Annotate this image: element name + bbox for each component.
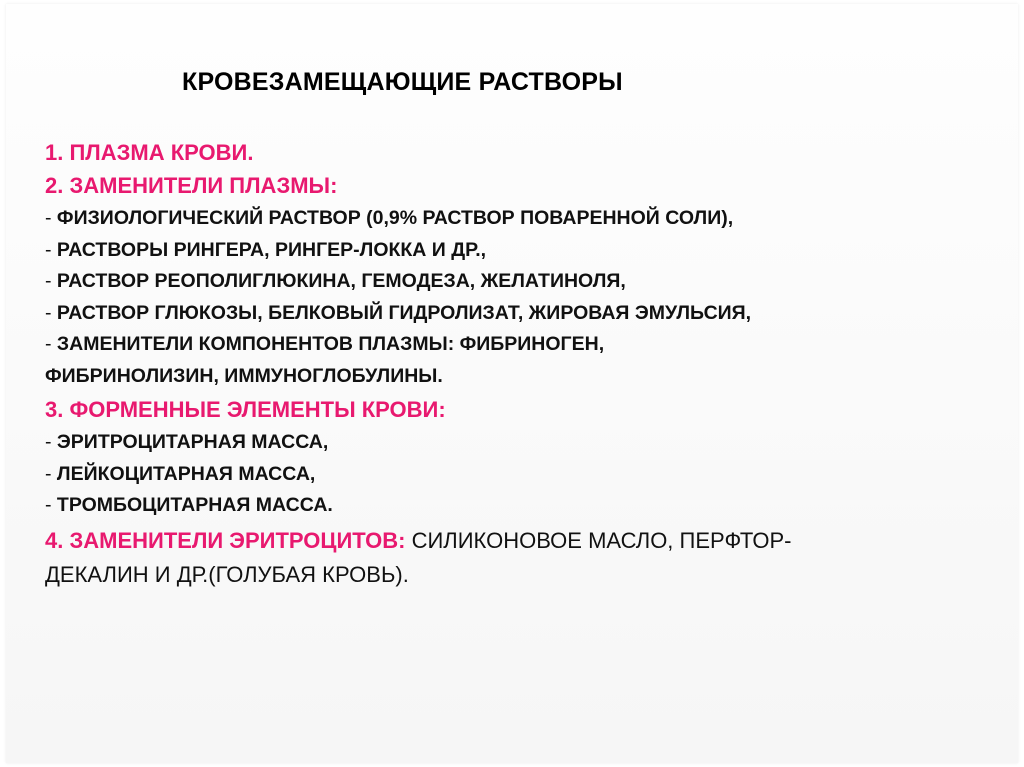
list-item-text: ТРОМБОЦИТАРНАЯ МАССА. <box>56 494 333 516</box>
bullet-dash: - <box>45 238 52 261</box>
bullet-dash: - <box>45 494 52 516</box>
list-item-text: ЭРИТРОЦИТАРНАЯ МАССА, <box>56 431 329 453</box>
list-item <box>45 203 995 235</box>
list-item <box>45 490 995 522</box>
bullet-dash: - <box>45 462 52 485</box>
list-item <box>45 235 995 267</box>
section-4-heading: 4. ЗАМЕНИТЕЛИ ЭРИТРОЦИТОВ: <box>45 527 406 553</box>
bullet-dash: - <box>45 431 52 453</box>
list-item-text: ФИЗИОЛОГИЧЕСКИЙ РАСТВОР (0,9% РАСТВОР ПОВАРЕННОЙ СОЛИ), <box>56 207 734 229</box>
slide-content <box>45 137 995 591</box>
list-item <box>45 298 995 330</box>
section-4-text: СИЛИКОНОВОЕ МАСЛО, ПЕРФТОР- <box>411 527 792 553</box>
list-item-text: РАСТВОРЫ РИНГЕРА, РИНГЕР-ЛОККА И ДР., <box>56 238 487 261</box>
section-4-line <box>45 524 995 558</box>
list-item-continuation: ФИБРИНОЛИЗИН, ИММУНОГЛОБУЛИНЫ. <box>45 364 443 387</box>
section-2-heading: 2. ЗАМЕНИТЕЛИ ПЛАЗМЫ: <box>45 173 338 198</box>
section-4-continuation: ДЕКАЛИН И ДР.(ГОЛУБАЯ КРОВЬ). <box>45 561 409 587</box>
list-item <box>45 329 995 361</box>
list-item-text: ЗАМЕНИТЕЛИ КОМПОНЕНТОВ ПЛАЗМЫ: ФИБРИНОГЕН, <box>56 333 605 355</box>
section-1-heading: 1. ПЛАЗМА КРОВИ. <box>45 140 254 165</box>
list-item <box>45 427 995 459</box>
list-item-text: ЛЕЙКОЦИТАРНАЯ МАССА, <box>56 462 316 485</box>
bullet-dash: - <box>45 333 52 355</box>
bullet-dash: - <box>45 207 52 229</box>
list-item-text: РАСТВОР ГЛЮКОЗЫ, БЕЛКОВЫЙ ГИДРОЛИЗАТ, ЖИРОВАЯ ЭМУЛЬСИЯ, <box>56 301 752 324</box>
bullet-dash: - <box>45 270 52 292</box>
list-item <box>45 459 995 491</box>
slide-title: КРОВЕЗАМЕЩАЮЩИЕ РАСТВОРЫ <box>182 68 623 96</box>
list-item-text: РАСТВОР РЕОПОЛИГЛЮКИНА, ГЕМОДЕЗА, ЖЕЛАТИНОЛЯ, <box>56 270 626 292</box>
bullet-dash: - <box>45 301 52 324</box>
section-3-heading: 3. ФОРМЕННЫЕ ЭЛЕМЕНТЫ КРОВИ: <box>45 397 446 422</box>
list-item <box>45 266 995 298</box>
